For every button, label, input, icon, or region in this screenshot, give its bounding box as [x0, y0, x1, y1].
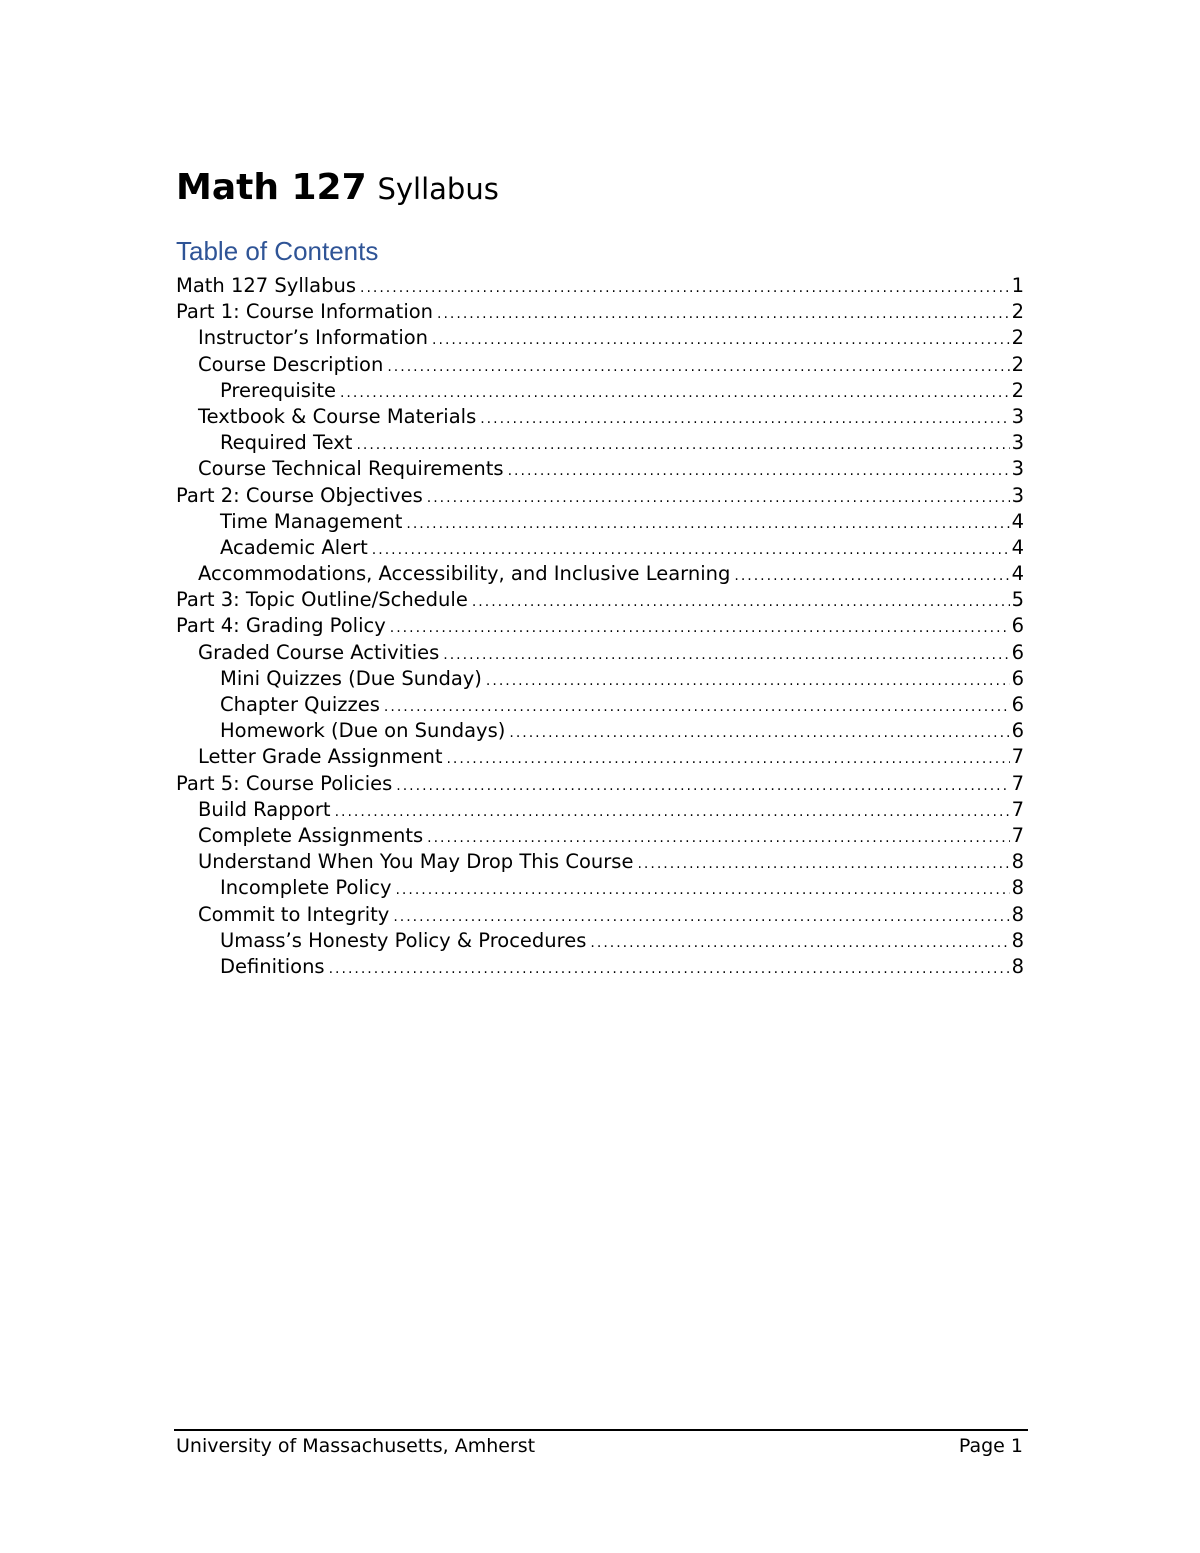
toc-entry-title[interactable]: Definitions — [220, 954, 325, 978]
toc-entry-title[interactable]: Textbook & Course Materials — [198, 404, 477, 428]
footer-institution: University of Massachusetts, Amherst — [176, 1435, 536, 1457]
toc-entry-page[interactable]: 2 — [1011, 300, 1024, 324]
toc-entry[interactable] — [176, 692, 1024, 718]
toc-dot-leader — [446, 746, 1009, 772]
toc-entry-page[interactable]: 8 — [1011, 876, 1024, 900]
toc-entry-title[interactable]: Mini Quizzes (Due Sunday) — [220, 666, 482, 690]
toc-entry-title[interactable]: Complete Assignments — [198, 823, 424, 847]
toc-entry-page[interactable]: 3 — [1011, 404, 1024, 428]
toc-dot-leader — [406, 511, 1009, 537]
table-of-contents — [176, 273, 1024, 980]
toc-entry[interactable] — [176, 823, 1024, 849]
toc-entry-page[interactable]: 6 — [1011, 693, 1024, 716]
toc-entry-page[interactable]: 7 — [1011, 823, 1024, 847]
footer-page-number: Page 1 — [958, 1435, 1023, 1457]
toc-dot-leader — [486, 668, 1010, 694]
toc-dot-leader — [390, 615, 1010, 641]
toc-dot-leader — [395, 877, 1009, 903]
toc-entry-title[interactable]: Course Technical Requirements — [198, 457, 504, 481]
toc-entry-page[interactable]: 2 — [1011, 352, 1024, 376]
toc-entry[interactable] — [176, 561, 1024, 587]
toc-entry-page[interactable]: 7 — [1011, 745, 1024, 769]
page-title — [176, 166, 499, 211]
toc-dot-leader — [590, 930, 1009, 956]
page-title-normal: Syllabus — [377, 172, 499, 206]
toc-dot-leader — [360, 275, 1010, 301]
toc-entry-title[interactable]: Academic Alert — [220, 535, 368, 559]
toc-entry-page[interactable]: 6 — [1011, 640, 1024, 664]
toc-dot-leader — [387, 354, 1009, 380]
toc-dot-leader — [437, 301, 1010, 327]
toc-entry[interactable] — [176, 797, 1024, 823]
toc-entry-title[interactable]: Time Management — [220, 509, 403, 533]
toc-entry-page[interactable]: 6 — [1011, 614, 1024, 638]
toc-heading: Table of Contents — [176, 236, 379, 266]
toc-entry-page[interactable]: 5 — [1011, 588, 1024, 612]
toc-entry-title[interactable]: Homework (Due on Sundays) — [220, 719, 506, 743]
toc-entry-title[interactable]: Umass’s Honesty Policy & Procedures — [220, 928, 587, 952]
toc-entry-page[interactable]: 8 — [1011, 902, 1024, 926]
toc-entry[interactable] — [176, 404, 1024, 430]
toc-entry-page[interactable]: 6 — [1011, 719, 1024, 743]
toc-dot-leader — [472, 589, 1010, 615]
toc-dot-leader — [509, 720, 1009, 746]
toc-entry-title[interactable]: Math 127 Syllabus — [176, 274, 356, 297]
toc-dot-leader — [329, 956, 1010, 982]
toc-entry[interactable] — [176, 744, 1024, 770]
toc-entry-title[interactable]: Build Rapport — [198, 797, 331, 821]
toc-entry[interactable] — [176, 849, 1024, 875]
toc-dot-leader — [340, 380, 1010, 406]
toc-entry-page[interactable]: 4 — [1011, 535, 1024, 559]
toc-entry[interactable] — [176, 483, 1024, 509]
toc-dot-leader — [734, 563, 1009, 589]
toc-dot-leader — [480, 406, 1009, 432]
toc-dot-leader — [396, 773, 1009, 799]
toc-dot-leader — [356, 432, 1009, 458]
toc-dot-leader — [427, 825, 1009, 851]
toc-entry[interactable] — [176, 352, 1024, 378]
toc-entry-page[interactable]: 2 — [1011, 326, 1024, 350]
toc-entry[interactable] — [176, 456, 1024, 482]
toc-dot-leader — [372, 537, 1010, 563]
toc-entry[interactable] — [176, 954, 1024, 980]
toc-entry-title[interactable]: Part 5: Course Policies — [176, 771, 393, 795]
toc-entry-page[interactable]: 6 — [1011, 666, 1024, 690]
toc-entry-title[interactable]: Accommodations, Accessibility, and Inclusive Learning — [198, 562, 731, 586]
toc-entry-page[interactable]: 8 — [1011, 850, 1024, 874]
toc-entry-title[interactable]: Part 1: Course Information — [176, 300, 434, 324]
toc-entry-title[interactable]: Graded Course Activities — [198, 640, 440, 664]
toc-entry[interactable] — [176, 928, 1024, 954]
toc-entry-title[interactable]: Letter Grade Assignment — [198, 745, 443, 769]
toc-entry-title[interactable]: Prerequisite — [220, 378, 336, 402]
toc-dot-leader — [335, 799, 1010, 825]
toc-entry[interactable] — [176, 902, 1024, 928]
toc-entry-page[interactable]: 8 — [1011, 954, 1024, 978]
toc-entry-page[interactable]: 4 — [1011, 562, 1024, 586]
toc-entry[interactable] — [176, 299, 1024, 325]
toc-entry-page[interactable]: 7 — [1011, 797, 1024, 821]
toc-entry-title[interactable]: Chapter Quizzes — [220, 693, 380, 716]
page-title-bold: Math 127 — [176, 167, 367, 208]
toc-dot-leader — [443, 642, 1009, 668]
toc-dot-leader — [393, 904, 1009, 930]
toc-entry-title[interactable]: Understand When You May Drop This Course — [198, 850, 634, 874]
toc-dot-leader — [427, 485, 1010, 511]
toc-entry[interactable] — [176, 587, 1024, 613]
toc-entry-page[interactable]: 8 — [1011, 928, 1024, 952]
toc-entry-title[interactable]: Incomplete Policy — [220, 876, 392, 900]
toc-entry-title[interactable]: Part 2: Course Objectives — [176, 483, 423, 507]
toc-dot-leader — [384, 694, 1010, 720]
toc-entry[interactable] — [176, 509, 1024, 535]
toc-entry[interactable] — [176, 718, 1024, 744]
toc-entry[interactable] — [176, 613, 1024, 639]
toc-entry-title[interactable]: Part 4: Grading Policy — [176, 614, 386, 638]
toc-entry[interactable] — [176, 666, 1024, 692]
toc-entry-title[interactable]: Course Description — [198, 352, 384, 376]
toc-entry-page[interactable]: 3 — [1011, 483, 1024, 507]
toc-entry-title[interactable]: Commit to Integrity — [198, 902, 390, 926]
toc-dot-leader — [432, 327, 1010, 353]
toc-entry-title[interactable]: Instructor’s Information — [198, 326, 429, 350]
toc-entry-page[interactable]: 2 — [1011, 378, 1024, 402]
toc-entry[interactable] — [176, 273, 1024, 299]
toc-entry-page[interactable]: 3 — [1011, 431, 1024, 455]
toc-dot-leader — [508, 458, 1010, 484]
toc-entry[interactable] — [176, 378, 1024, 404]
toc-entry[interactable] — [176, 325, 1024, 351]
toc-entry-page[interactable]: 4 — [1011, 509, 1024, 533]
toc-entry-page[interactable]: 3 — [1011, 457, 1024, 481]
toc-entry[interactable] — [176, 875, 1024, 901]
footer-divider — [174, 1429, 1028, 1431]
toc-entry[interactable] — [176, 771, 1024, 797]
toc-entry-page[interactable]: 1 — [1011, 274, 1024, 297]
toc-entry-page[interactable]: 7 — [1011, 771, 1024, 795]
toc-entry[interactable] — [176, 535, 1024, 561]
toc-dot-leader — [637, 851, 1009, 877]
toc-entry[interactable] — [176, 430, 1024, 456]
toc-entry-title[interactable]: Part 3: Topic Outline/Schedule — [176, 588, 468, 612]
toc-entry[interactable] — [176, 640, 1024, 666]
toc-entry-title[interactable]: Required Text — [220, 431, 353, 455]
